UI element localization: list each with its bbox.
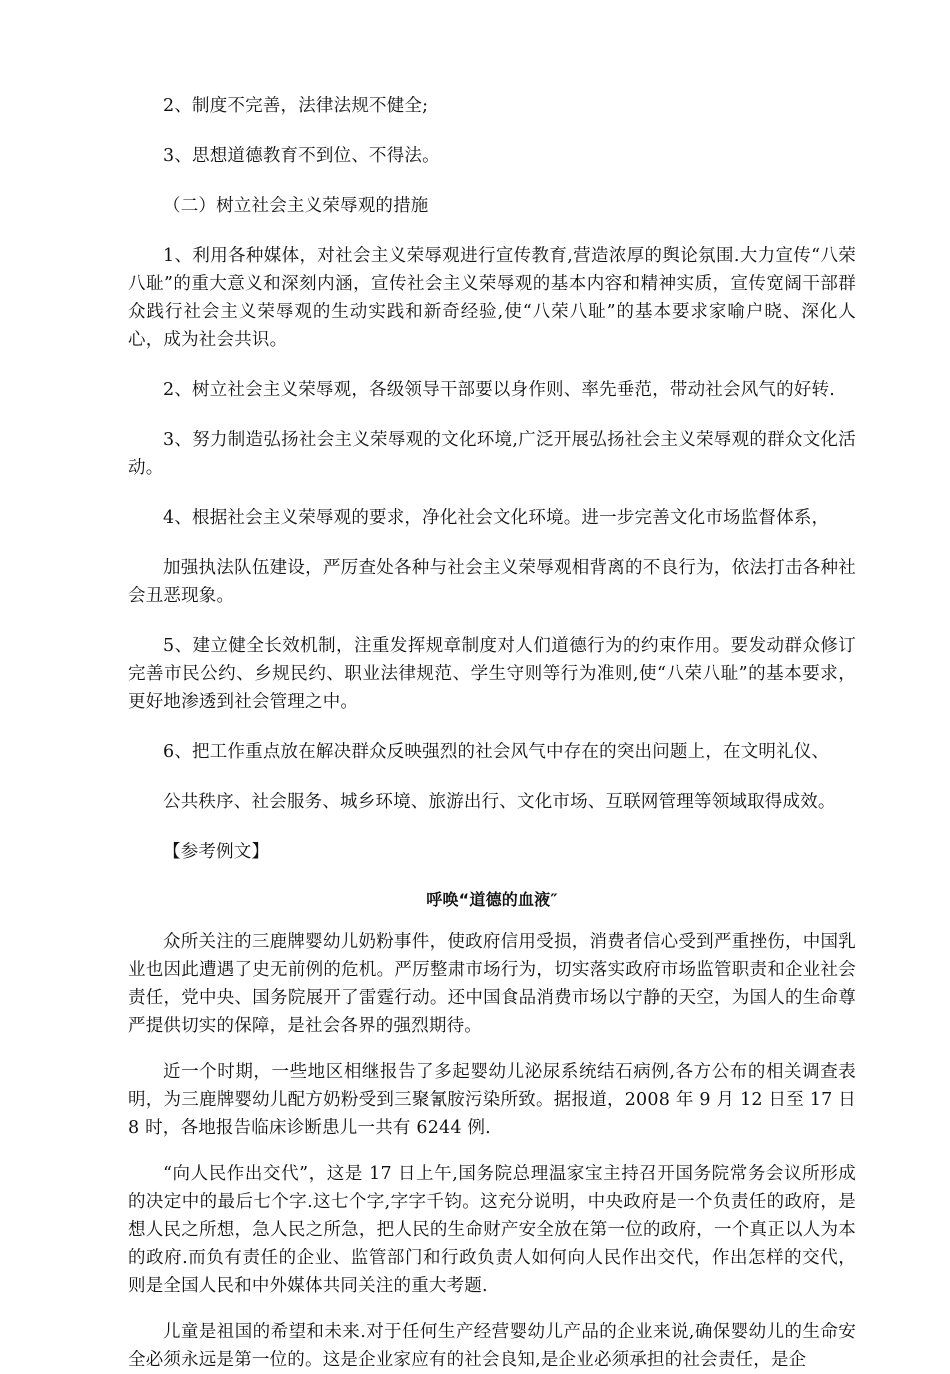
measure-3: 3、努力制造弘扬社会主义荣辱观的文化环境,广泛开展弘扬社会主义荣辱观的群众文化活动。	[128, 430, 856, 478]
article-paragraph: 近一个时期，一些地区相继报告了多起婴幼儿泌尿系统结石病例,各方公布的相关调查表明，为三鹿牌婴幼儿配方奶粉受到三聚氰胺污染所致。据报道，2008 年 9 月 12 日至 17 日 8 时，各地报告临床诊断患儿一共有 6244 例.	[128, 1062, 856, 1138]
measure-4: 4、根据社会主义荣辱观的要求，净化社会文化环境。进一步完善文化市场监督体系，	[163, 508, 830, 528]
document-page	[128, 92, 856, 1374]
measure-1: 1、利用各种媒体，对社会主义荣辱观进行宣传教育,营造浓厚的舆论氛围.大力宣传“八荣八耻”的重大意义和深刻内涵，宣传社会主义荣辱观的基本内容和精神实质，宣传宽阔干部群众践行社会主义荣辱观的生动实践和新奇经验,使“八荣八耻”的基本要求家喻户晓、深化人心，成为社会共识。	[128, 246, 856, 350]
measure-4-continued: 加强执法队伍建设，严厉查处各种与社会主义荣辱观相背离的不良行为，依法打击各种社会丑恶现象。	[128, 558, 856, 606]
article-paragraph: 众所关注的三鹿牌婴幼儿奶粉事件，使政府信用受损，消费者信心受到严重挫伤，中国乳业也因此遭遇了史无前例的危机。严厉整肃市场行为，切实落实政府市场监管职责和企业社会责任，党中央、国务院展开了雷霆行动。还中国食品消费市场以宁静的天空，为国人的生命尊严提供切实的保障，是社会各界的强烈期待。	[128, 932, 856, 1036]
article-title: 呼唤“道德的血液″	[426, 890, 558, 909]
measure-6-continued: 公共秩序、社会服务、城乡环境、旅游出行、文化市场、互联网管理等领域取得成效。	[163, 792, 836, 812]
article-paragraph: 儿童是祖国的希望和未来.对于任何生产经营婴幼儿产品的企业来说,确保婴幼儿的生命安全必须永远是第一位的。这是企业家应有的社会良知,是企业必须承担的社会责任，是企	[128, 1322, 856, 1370]
measure-6: 6、把工作重点放在解决群众反映强烈的社会风气中存在的突出问题上，在文明礼仪、	[163, 742, 830, 762]
article-paragraph: “向人民作出交代”，这是 17 日上午,国务院总理温家宝主持召开国务院常务会议所形成的决定中的最后七个字.这七个字,字字千钧。这充分说明，中央政府是一个负责任的政府，是想人民之所想，急人民之所急，把人民的生命财产安全放在第一位的政府，一个真正以人为本的政府.而负有责任的企业、监管部门和行政负责人如何向人民作出交代，作出怎样的交代，则是全国人民和中外媒体共同关注的重大考题.	[128, 1164, 856, 1296]
measure-5: 5、建立健全长效机制，注重发挥规章制度对人们道德行为的约束作用。要发动群众修订完善市民公约、乡规民约、职业法律规范、学生守则等行为准则,使“八荣八耻”的基本要求，更好地渗透到社会管理之中。	[128, 636, 856, 712]
list-item-2: 2、制度不完善，法律法规不健全;	[163, 96, 429, 116]
list-item-3: 3、思想道德教育不到位、不得法。	[163, 146, 440, 166]
section-heading: （二）树立社会主义荣辱观的措施	[163, 196, 429, 216]
reference-label: 【参考例文】	[163, 842, 270, 862]
measure-2: 2、树立社会主义荣辱观，各级领导干部要以身作则、率先垂范，带动社会风气的好转.	[163, 380, 835, 400]
